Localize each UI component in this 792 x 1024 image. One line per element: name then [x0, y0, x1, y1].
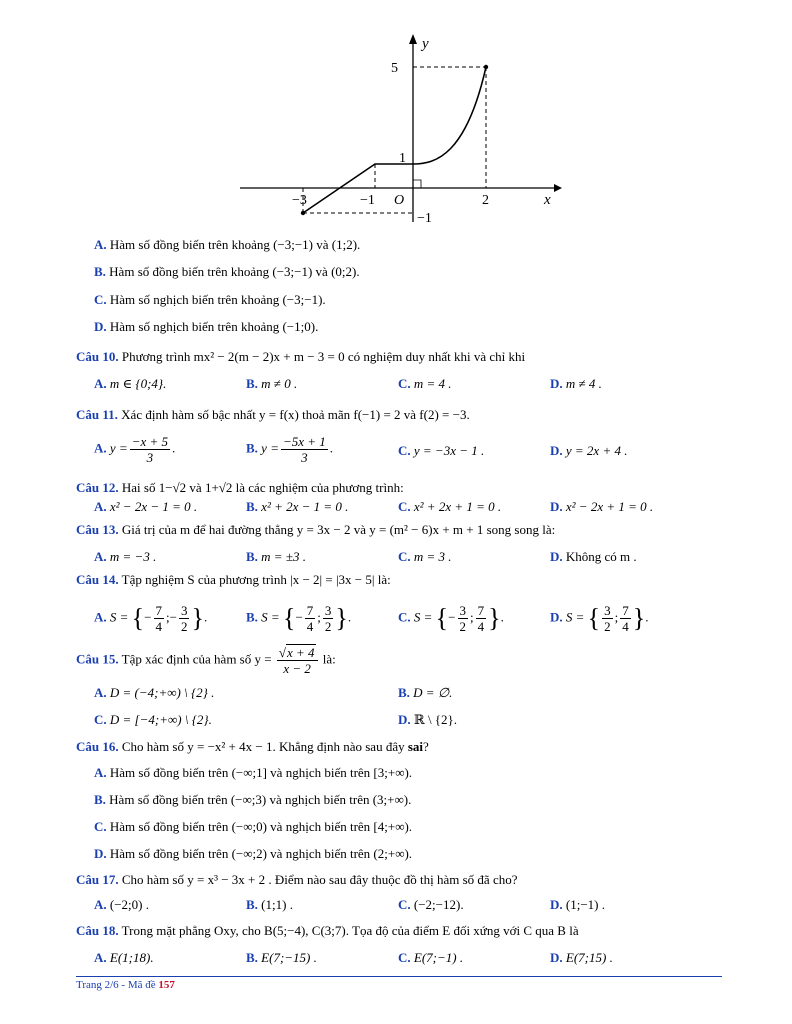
q11-option-d[interactable]: D. y = 2x + 4 . [550, 443, 628, 458]
q13-option-a[interactable]: A. m = −3 . [94, 549, 157, 564]
y-axis-arrow [409, 34, 417, 44]
tick-x2: 2 [482, 193, 489, 208]
q16-option-a[interactable]: A. Hàm số đồng biến trên (−∞;1] và nghịch biến trên [3;+∞). [94, 765, 413, 780]
q16-option-b[interactable]: B. Hàm số đồng biến trên (−∞;3) và nghịch biến trên (3;+∞). [94, 792, 412, 807]
q9-option-b[interactable]: B. Hàm số đồng biến trên khoảng (−3;−1) và (0;2). [94, 264, 360, 279]
function-graph [236, 30, 566, 230]
q9-option-c[interactable]: C. Hàm số nghịch biến trên khoảng (−3;−1). [94, 292, 326, 307]
q17-option-c[interactable]: C. (−2;−12). [398, 897, 464, 912]
q16-stem: Câu 16. Cho hàm số y = −x² + 4x − 1. Khẳng định nào sau đây sai? [76, 739, 429, 754]
q15-option-b[interactable]: B. D = ∅. [398, 685, 453, 700]
q10-option-d[interactable]: D. m ≠ 4 . [550, 376, 602, 391]
q18-option-a[interactable]: A. E(1;18). [94, 950, 154, 965]
q10-stem: Câu 10. Phương trình mx² − 2(m − 2)x + m − 3 = 0 có nghiệm duy nhất khi và chỉ khi [76, 349, 526, 364]
q18-stem: Câu 18. Trong mặt phẳng Oxy, cho B(5;−4), C(3;7). Tọa độ của điểm E đối xứng với C qua B là [76, 923, 579, 938]
x-axis-label: x [544, 192, 551, 208]
q11-option-c[interactable]: C. y = −3x − 1 . [398, 443, 485, 458]
q17-option-b[interactable]: B. (1;1) . [246, 897, 293, 912]
q15-option-a[interactable]: A. D = (−4;+∞) \ {2} . [94, 685, 215, 700]
q10-option-c[interactable]: C. m = 4 . [398, 376, 452, 391]
q12-option-b[interactable]: B. x² + 2x − 1 = 0 . [246, 499, 349, 514]
q14-option-a[interactable]: A. S = {− $\frac{7}{4}$ ;− $\frac{3}{2}$ }. [94, 603, 208, 634]
tick-y1: 1 [399, 151, 406, 166]
q11-option-a[interactable]: A. y = $\frac{-x + 5}{3}$ . [94, 434, 176, 465]
q13-option-b[interactable]: B. m = ±3 . [246, 549, 306, 564]
q9-option-a[interactable]: A. Hàm số đồng biến trên khoảng (−3;−1) và (1;2). [94, 237, 361, 252]
x-axis-arrow [554, 184, 562, 192]
q18-option-c[interactable]: C. E(7;−1) . [398, 950, 464, 965]
page-footer: Trang 2/6 - Mã đề 157 [76, 979, 175, 991]
q12-stem: Câu 12. Hai số 1−√2 và 1+√2 là các nghiệm của phương trình: [76, 480, 404, 495]
y-axis-label: y [422, 36, 429, 52]
q10-option-b[interactable]: B. m ≠ 0 . [246, 376, 298, 391]
tick-xm3: −3 [292, 193, 307, 208]
q13-stem: Câu 13. Giá trị của m để hai đường thẳng y = 3x − 2 và y = (m² − 6)x + m + 1 song song là: [76, 522, 556, 537]
q16-option-d[interactable]: D. Hàm số đồng biến trên (−∞;2) và nghịch biến trên (2;+∞). [94, 846, 413, 861]
q9-option-d[interactable]: D. Hàm số nghịch biến trên khoảng (−1;0). [94, 319, 319, 334]
q14-stem: Câu 14. Tập nghiệm S của phương trình |x − 2| = |3x − 5| là: [76, 572, 391, 587]
tick-xm1: −1 [360, 193, 375, 208]
q12-option-d[interactable]: D. x² − 2x + 1 = 0 . [550, 499, 654, 514]
q15-option-d[interactable]: D. ℝ \ {2}. [398, 712, 458, 727]
q12-option-c[interactable]: C. x² + 2x + 1 = 0 . [398, 499, 502, 514]
q14-option-c[interactable]: C. S = {− $\frac{3}{2}$ ; $\frac{7}{4}$ }. [398, 603, 504, 634]
q17-option-d[interactable]: D. (1;−1) . [550, 897, 605, 912]
graph-curve-cubic [413, 67, 486, 164]
q17-stem: Câu 17. Cho hàm số y = x³ − 3x + 2 . Điểm nào sau đây thuộc đồ thị hàm số đã cho? [76, 872, 518, 887]
q14-option-b[interactable]: B. S = {− $\frac{7}{4}$ ; $\frac{3}{2}$ }. [246, 603, 352, 634]
q16-option-c[interactable]: C. Hàm số đồng biến trên (−∞;0) và nghịch biến trên [4;+∞). [94, 819, 413, 834]
q10-option-a[interactable]: A. m ∈ {0;4}. [94, 376, 167, 391]
q17-option-a[interactable]: A. (−2;0) . [94, 897, 149, 912]
q13-option-d[interactable]: D. Không có m . [550, 549, 637, 564]
q12-option-a[interactable]: A. x² − 2x − 1 = 0 . [94, 499, 198, 514]
q14-option-d[interactable]: D. S = { $\frac{3}{2}$ ; $\frac{7}{4}$ }. [550, 603, 649, 634]
q15-option-c[interactable]: C. D = [−4;+∞) \ {2}. [94, 712, 212, 727]
q11-option-b[interactable]: B. y = $\frac{-5x + 1}{3}$ . [246, 434, 334, 465]
tick-y5: 5 [391, 61, 398, 76]
tick-origin: O [394, 193, 405, 208]
q11-stem: Câu 11. Xác định hàm số bậc nhất y = f(x) thoả mãn f(−1) = 2 và f(2) = −3. [76, 407, 470, 422]
q18-option-d[interactable]: D. E(7;15) . [550, 950, 613, 965]
q15-stem: Câu 15. Tập xác định của hàm số y = $\frac{√x + 4}{x - 2}$ là: [76, 645, 336, 676]
tick-ym1: −1 [417, 211, 432, 226]
q18-option-b[interactable]: B. E(7;−15) . [246, 950, 317, 965]
q13-option-c[interactable]: C. m = 3 . [398, 549, 452, 564]
footer-divider [76, 976, 722, 977]
